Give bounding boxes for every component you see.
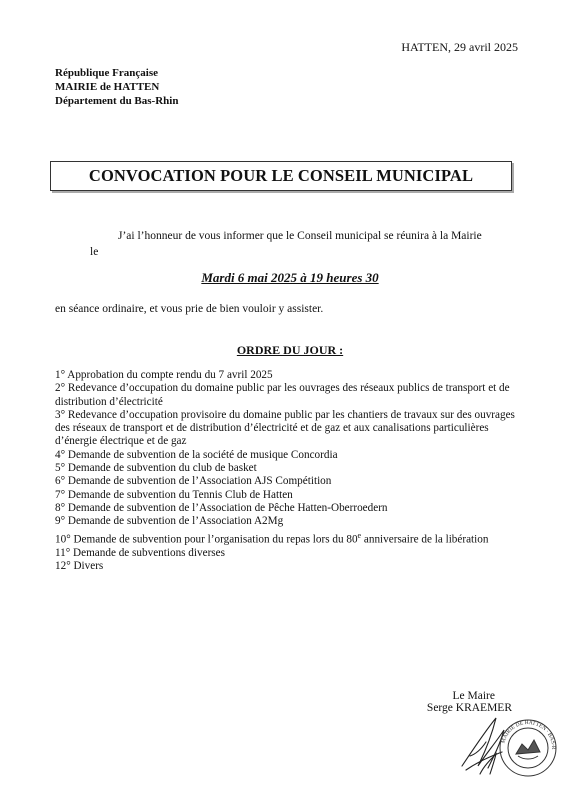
agenda-item: 6° Demande de subvention de l’Association AJS Compétition [55,475,332,488]
agenda-item-10-rest: anniversaire de la libération [361,533,489,546]
agenda-item: 1° Approbation du compte rendu du 7 avril 2025 [55,369,273,381]
agenda-item: 2° Redevance d’occupation du domaine public par les ouvrages des réseaux publics de transport et de distribution d’électricité [55,382,510,408]
agenda-item: 5° Demande de subvention du club de basket [55,462,257,475]
agenda-item: 12° Divers [55,559,104,572]
agenda-item-10 [55,529,520,547]
agenda-item-10-text: 10° Demande de subvention pour l’organisation du repas lors du 80 [55,533,358,546]
letterhead-country: République Française [55,67,158,79]
document-title: CONVOCATION POUR LE CONSEIL MUNICIPAL [88,166,474,185]
agenda-item: 3° Redevance d’occupation provisoire du domaine public par les chantiers de travaux sur des ouvrages des réseaux de transport et de distribution d’électricité et de gaz et aux canalisations particulières d’énergie électrique et de gaz [55,408,515,448]
agenda-item: 8° Demande de subvention de l’Association de Pêche Hatten-Oberroedern [55,501,388,514]
agenda-title: ORDRE DU JOUR : [236,343,344,357]
letterhead-department: Département du Bas-Rhin [55,95,179,107]
signature-and-stamp [456,708,566,788]
signatory-name: Serge KRAEMER [426,702,512,714]
agenda-item-10-sup: e [357,530,362,540]
title-box [50,161,512,191]
intro-text: J’ai l’honneur de vous informer que le Conseil municipal se réunira à la Mairie [118,230,482,242]
agenda-item: 9° Demande de subvention de l’Association A2Mg [55,515,284,528]
place-date: HATTEN, 29 avril 2025 [401,40,518,54]
agenda-item: 7° Demande de subvention du Tennis Club de Hatten [55,488,293,501]
session-text: en séance ordinaire, et vous prie de bien vouloir y assister. [55,303,324,315]
meeting-date: Mardi 6 mai 2025 à 19 heures 30 [201,270,379,285]
agenda-item: 4° Demande de subvention de la société de musique Concordia [55,448,338,461]
agenda-list [55,369,520,573]
handwritten-signature [462,718,504,774]
letterhead [55,66,178,108]
signatory-role: Le Maire [452,690,495,702]
stamp-text: MAIRIE DE HATTEN · BAS-R [500,719,557,750]
agenda-item: 11° Demande de subventions diverses [55,546,225,559]
intro-le: le [90,246,99,258]
letterhead-mairie: MAIRIE de HATTEN [55,81,160,93]
